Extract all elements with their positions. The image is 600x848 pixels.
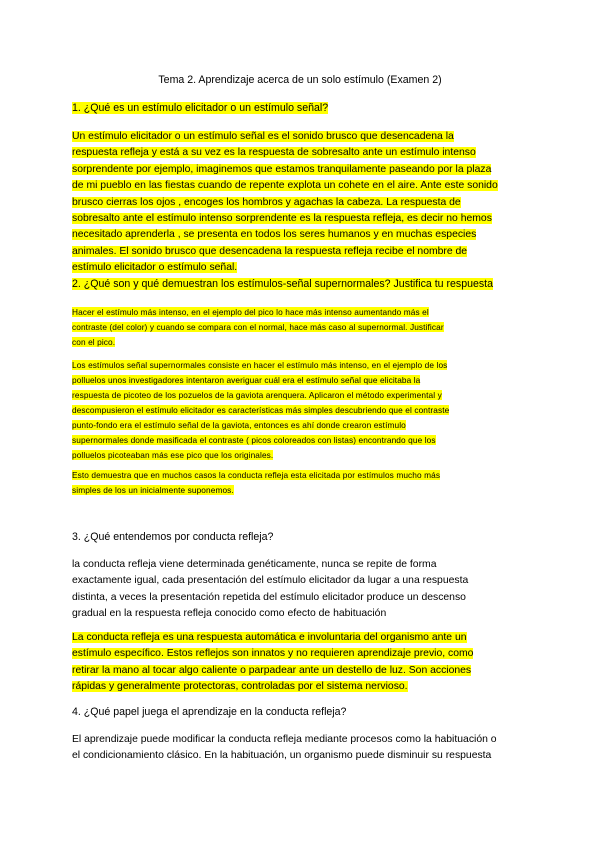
- answer-1-line: necesitado aprenderla , se presenta en todos los seres humanos y en muchas especies: [72, 229, 477, 241]
- question-1-text: 1. ¿Qué es un estímulo elicitador o un estímulo señal?: [72, 102, 329, 114]
- answer-2-line: polluelos unos investigadores intentaron averiguar cuál era el estímulo señal que elicitaba la: [72, 375, 421, 385]
- answer-3-line: estímulo específico. Estos reflejos son innatos y no requieren aprendizaje previo, como: [72, 648, 474, 660]
- answer-3-line: la conducta refleja viene determinada genéticamente, nunca se repite de forma: [72, 559, 437, 570]
- answer-1-line: sorprendente por ejemplo, imaginemos que estamos tranquilamente paseando por la plaza: [72, 163, 492, 175]
- answer-1-line: Un estímulo elicitador o un estímulo señal es el sonido brusco que desencadena la: [72, 131, 454, 142]
- answer-3-paragraph-1: [72, 557, 534, 623]
- answer-3-line: retirar la mano al tocar algo caliente o parpadear ante un destello de luz. Son acciones: [72, 664, 472, 676]
- answer-2-line: supernormales donde masificada el contraste ( picos coloreados con listas) encontrando que los: [72, 435, 436, 445]
- answer-1-line: de mi pueblo en las fiestas cuando de repente explota un cohete en el aire. Ante este sonido: [72, 180, 498, 192]
- answer-4: [72, 732, 534, 765]
- answer-1: [72, 129, 534, 277]
- question-3: 3. ¿Qué entendemos por conducta refleja?: [72, 531, 274, 543]
- question-1: [72, 101, 532, 115]
- answer-2-line: simples de los un inicialmente suponemos.: [72, 485, 234, 495]
- answer-3-line: distinta, a veces la presentación repetida del estímulo elicitador produce un descenso: [72, 591, 466, 603]
- document-title: Tema 2. Aprendizaje acerca de un solo estímulo (Examen 2): [158, 74, 442, 86]
- question-4: 4. ¿Qué papel juega el aprendizaje en la conducta refleja?: [72, 706, 347, 718]
- answer-1-line: respuesta refleja y está a su vez es la respuesta de sobresalto ante un estímulo intenso: [72, 147, 476, 159]
- answer-2-paragraph-3: [72, 468, 534, 498]
- answer-2-line: contraste (del color) y cuando se compara con el normal, hace más caso al supernormal. Justificar: [72, 322, 444, 332]
- answer-2-line: Hacer el estímulo más intenso, en el ejemplo del pico lo hace más intenso aumentando más el: [72, 307, 429, 317]
- answer-3-line: gradual en la respuesta refleja conocido como efecto de habituación: [72, 608, 387, 620]
- answer-2-line: Los estímulos señal supernormales consiste en hacer el estímulo más intenso, en el ejemplo de los: [72, 360, 448, 370]
- answer-3-line: exactamente igual, cada presentación del estímulo elicitador da lugar a una respuesta: [72, 575, 469, 587]
- answer-2-line: polluelos picoteaban más ese pico que los originales.: [72, 450, 274, 460]
- answer-1-line: animales. El sonido brusco que desencadena la respuesta refleja recibe el nombre de: [72, 245, 468, 257]
- answer-2-line: punto-fondo era el estímulo señal de la gaviota, entonces es ahí donde crearon estímulo: [72, 420, 406, 430]
- answer-2-paragraph-1: [72, 305, 534, 350]
- answer-3-line: La conducta refleja es una respuesta automática e involuntaria del organismo ante un: [72, 632, 467, 643]
- answer-2-line: Esto demuestra que en muchos casos la conducta refleja esta elicitada por estímulos mucho más: [72, 470, 441, 480]
- answer-2-line: con el pico.: [72, 337, 116, 347]
- answer-3-paragraph-2: [72, 630, 534, 696]
- answer-1-line: sobresalto ante el estímulo intenso sorprendente es la respuesta refleja, es decir no hemos: [72, 213, 492, 225]
- question-2: [72, 277, 532, 291]
- answer-3-line: rápidas y generalmente protectoras, controladas por el sistema nervioso.: [72, 681, 408, 693]
- answer-2-paragraph-2: [72, 358, 534, 463]
- question-2-text: 2. ¿Qué son y qué demuestran los estímulos-señal supernormales? Justifica tu respuesta: [72, 278, 494, 290]
- answer-4-line: El aprendizaje puede modificar la conducta refleja mediante procesos como la habituación o: [72, 734, 497, 745]
- answer-2-line: descompusieron el estímulo elicitador es características más simples descubriendo que el contraste: [72, 405, 450, 415]
- answer-4-line: el condicionamiento clásico. En la habituación, un organismo puede disminuir su respuesta: [72, 750, 492, 762]
- answer-1-line: brusco cierras los ojos , encoges los hombros y agachas la cabeza. La respuesta de: [72, 196, 461, 208]
- answer-2-line: respuesta de picoteo de los pozuelos de la gaviota arenquera. Aplicaron el método experimental y: [72, 390, 442, 400]
- answer-1-line: estímulo elicitador o estímulo señal.: [72, 262, 238, 274]
